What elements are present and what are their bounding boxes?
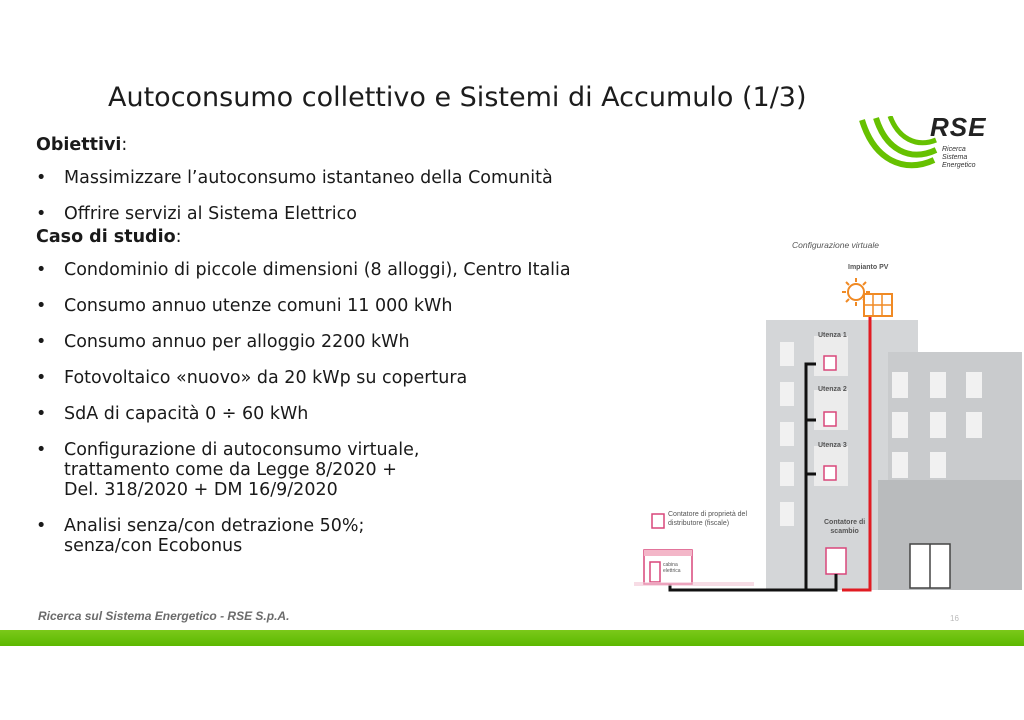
case-item <box>36 516 676 556</box>
objective-text: • Massimizzare l’autoconsumo istantaneo della Comunità <box>64 168 553 188</box>
logo-subtitle-line: Energetico <box>942 162 976 169</box>
case-item-text: Del. 318/2020 + DM 16/9/2020 <box>64 480 338 500</box>
diagram-title: Configurazione virtuale <box>792 240 879 250</box>
case-item-text: senza/con Ecobonus <box>64 536 243 556</box>
meter-legend-line: distributore (fiscale) <box>668 520 730 527</box>
case-item-text: trattamento come da Legge 8/2020 + <box>64 460 397 480</box>
case-item-text: • Configurazione di autoconsumo virtuale, <box>64 440 420 460</box>
exchange-meter-label <box>824 518 865 536</box>
utenza-label: Utenza 2 <box>818 386 847 393</box>
case-item <box>36 368 676 388</box>
virtual-configuration-diagram <box>630 232 1022 602</box>
meter-legend-line: Contatore di proprietà del <box>668 511 747 518</box>
page-number: 16 <box>950 614 959 623</box>
exchange-meter-line: scambio <box>830 528 859 535</box>
slide-body <box>36 132 676 556</box>
logo-wordmark: RSE <box>930 112 987 142</box>
building-illustration <box>630 232 1022 602</box>
exchange-meter-line: Contatore di <box>824 519 866 526</box>
case-item <box>36 260 676 280</box>
objectives-heading-text: Obiettivi <box>36 135 122 155</box>
case-heading-text: Caso di studio <box>36 227 176 247</box>
cabin-label-line: cabina <box>663 562 678 568</box>
cabin-label <box>663 562 681 574</box>
case-item <box>36 332 676 352</box>
logo-subtitle-line: Ricerca <box>942 146 966 153</box>
case-item-text: • SdA di capacità 0 ÷ 60 kWh <box>64 404 309 424</box>
pv-panel-icon <box>842 278 892 316</box>
utenza-label: Utenza 3 <box>818 442 847 449</box>
case-item-text: • Fotovoltaico «nuovo» da 20 kWp su copertura <box>64 368 468 388</box>
case-item-text: • Condominio di piccole dimensioni (8 alloggi), Centro Italia <box>64 260 571 280</box>
objective-item <box>36 204 676 224</box>
footer-company: Ricerca sul Sistema Energetico - RSE S.p.A. <box>38 609 290 623</box>
pv-label: Impianto PV <box>848 264 889 271</box>
case-item-text: • Consumo annuo per alloggio 2200 kWh <box>64 332 410 352</box>
meter-legend <box>668 510 747 528</box>
case-item-text: • Analisi senza/con detrazione 50%; <box>64 516 365 536</box>
footer-green-bar <box>0 630 1024 646</box>
objective-item <box>36 168 676 188</box>
logo-subtitle-line: Sistema <box>942 154 968 161</box>
slide-title: Autoconsumo collettivo e Sistemi di Accumulo (1/3) <box>108 82 807 113</box>
rse-logo <box>858 112 998 178</box>
case-heading: Caso di studio: <box>36 227 182 247</box>
case-item <box>36 296 676 316</box>
case-item-text: • Consumo annuo utenze comuni 11 000 kWh <box>64 296 453 316</box>
case-item <box>36 440 676 500</box>
rse-swoosh-icon <box>858 116 938 180</box>
case-item <box>36 404 676 424</box>
objective-text: • Offrire servizi al Sistema Elettrico <box>64 204 357 224</box>
objectives-heading: Obiettivi: <box>36 135 128 155</box>
utenza-label: Utenza 1 <box>818 332 847 339</box>
cabin-label-line: elettrica <box>663 568 681 574</box>
logo-subtitle <box>942 146 975 170</box>
